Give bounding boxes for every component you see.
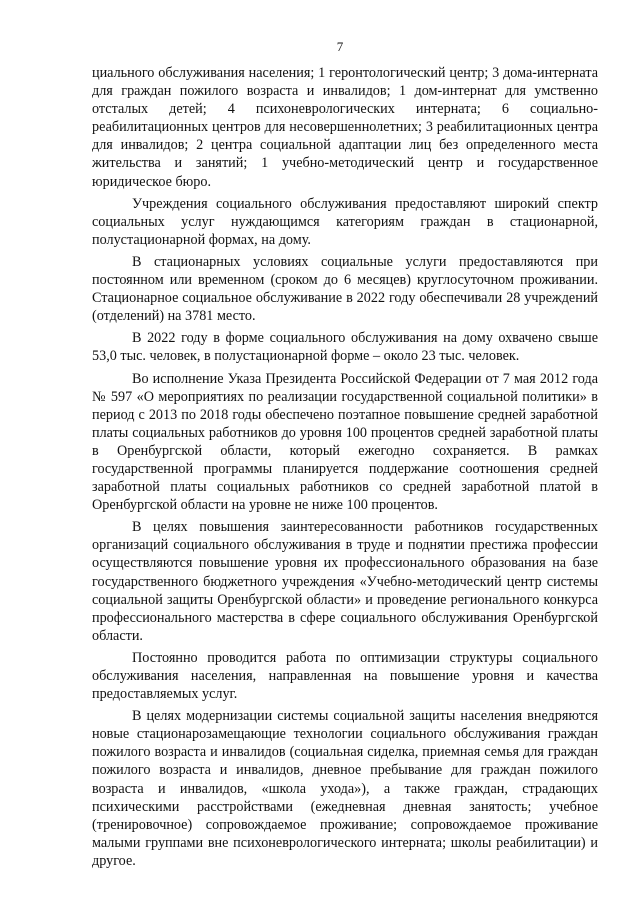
paragraph-5: Во исполнение Указа Президента Российской Федерации от 7 мая 2012 года № 597 «О мероприятиях по реализации государственной социальной политики» в период с 2013 по 2018 годы обеспечено поэтапное повышение средней заработной платы социальных работников до уровня 100 процентов средней заработной платы в Оренбургской области, который ежегодно сохраняется. В рамках государственной программы планируется поддержание соотношения средней заработной платы социальных работников со средней заработной платой в Оренбургской области на уровне не ниже 100 процентов. — [92, 370, 598, 514]
document-body — [92, 64, 598, 874]
page-number: 7 — [336, 39, 344, 54]
paragraph-1: циального обслуживания населения; 1 геронтологический центр; 3 дома-интерната для граждан пожилого возраста и инвалидов; 1 дом-интернат для умственно отсталых детей; 4 психоневрологических интерната; 6 социально-реабилитационных центров для несовершеннолетних; 3 реабилитационных центра для инвалидов; 2 центра социальной адаптации лиц без определенного места жительства и занятий; 1 учебно-методический центр и государственное юридическое бюро. — [92, 65, 598, 190]
paragraph-4: В 2022 году в форме социального обслуживания на дому охвачено свыше 53,0 тыс. человек, в полустационарной форме – около 23 тыс. человек. — [92, 330, 598, 365]
paragraph-7: Постоянно проводится работа по оптимизации структуры социального обслуживания населения, направленная на повышение уровня и качества предоставляемых услуг. — [92, 649, 598, 703]
paragraph-2: Учреждения социального обслуживания предоставляют широкий спектр социальных услуг нуждающимся категориям граждан в стационарной, полустационарной формах, на дому. — [92, 195, 598, 248]
paragraph-8: В целях модернизации системы социальной защиты населения внедряются новые стационарозамещающие технологии социального обслуживания граждан пожилого возраста и инвалидов (социальная сиделка, приемная семья для граждан пожилого возраста и инвалидов, дневное пребывание для граждан пожилого возраста и инвалидов, «школа ухода»), а также граждан, страдающих психическими расстройствами (ежедневная дневная занятость; учебное (тренировочное) сопровождаемое проживание; сопровождаемое проживание малыми группами вне психоневрологического интерната; школы реабилитации) и другое. — [92, 708, 598, 869]
paragraph-6: В целях повышения заинтересованности работников государственных организаций социального обслуживания в труде и поднятии престижа профессии осуществляются повышение уровня их профессионального образования на базе государственного бюджетного учреждения «Учебно-методический центр системы социальной защиты Оренбургской области» и проведение регионального конкурса профессионального мастерства в сфере социального обслуживания Оренбургской области. — [92, 519, 598, 644]
paragraph-3: В стационарных условиях социальные услуги предоставляются при постоянном или временном (сроком до 6 месяцев) круглосуточном проживании. Стационарное социальное обслуживание в 2022 году обеспечивали 28 учреждений (отделений) на 3781 место. — [92, 253, 598, 325]
